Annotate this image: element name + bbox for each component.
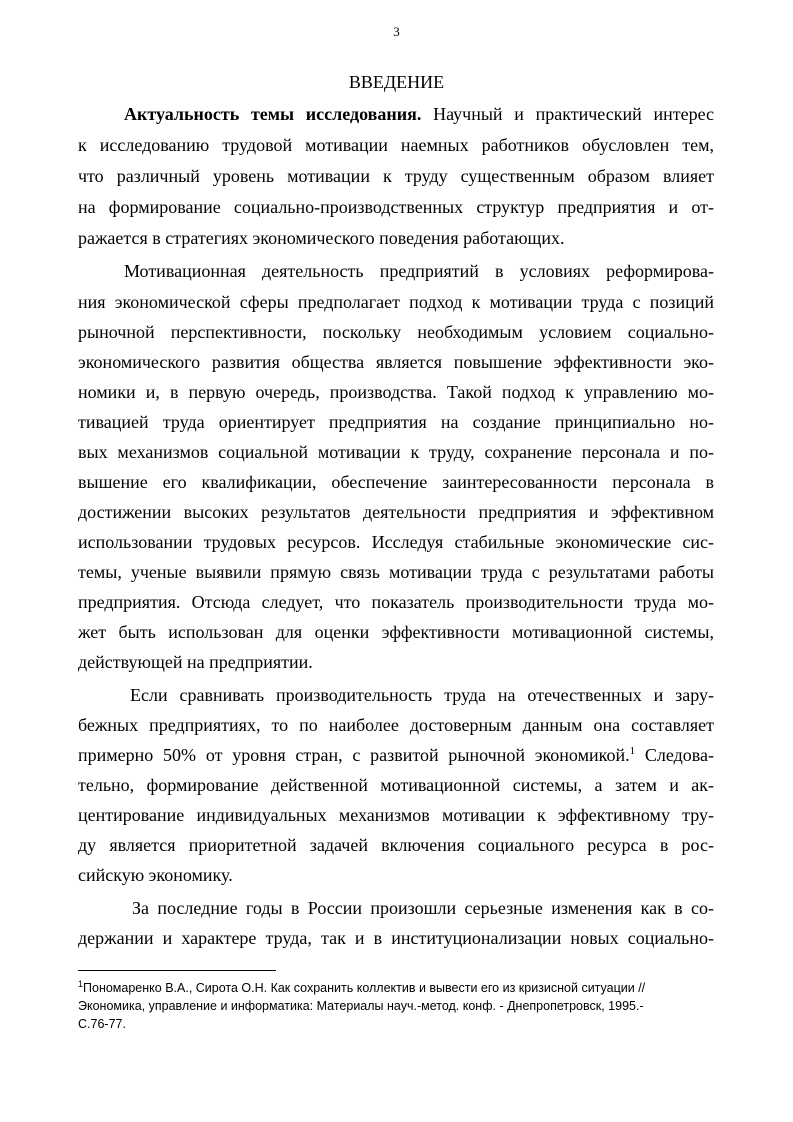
paragraph-2-line: использовании трудовых ресурсов. Исследуя стабильные экономические сис- xyxy=(78,532,714,552)
paragraph-3-line-2: бежных предприятиях, то по наиболее достоверным данным она составляет xyxy=(78,715,714,735)
footnote-line-1: $^1$Пономаренко В.А., Сирота О.Н. Как сохранить коллектив и вывести его из кризисной ситуации // xyxy=(78,979,646,995)
paragraph-2-line: достижении высоких результатов деятельности предприятия и эффективном xyxy=(78,502,714,522)
paragraph-2-line: экономического развития общества является повышение эффективности эко- xyxy=(78,352,714,372)
paragraph-3-line-6: ду является приоритетной задачей включения социального ресурса в рос- xyxy=(78,835,714,855)
paragraph-2-line: тивацией труда ориентирует предприятия на создание принципиально но- xyxy=(78,412,714,432)
paragraph-3-line-1: Если сравнивать производительность труда на отечественных и зару- xyxy=(130,685,714,705)
footnote-separator xyxy=(78,970,276,971)
paragraph-1-line-4: на формирование социально-производственных структур предприятия и от- xyxy=(78,197,714,217)
relevance-bold-lead: Актуальность темы исследования. xyxy=(124,104,422,124)
paragraph-1-line-5: ражается в стратегиях экономического поведения работающих. xyxy=(78,228,565,248)
paragraph-2-line: номики и, в первую очередь, производства. Такой подход к управлению мо- xyxy=(78,382,714,402)
paragraph-1-line-3: что различный уровень мотивации к труду существенным образом влияет xyxy=(78,166,714,186)
footnote-line-3: С.76-77. xyxy=(78,1017,126,1031)
paragraph-4-line: держании и характере труда, так и в институционализации новых социально- xyxy=(78,928,714,948)
paragraph-2-line: вых механизмов социальной мотивации к труду, сохранение персонала и по- xyxy=(78,442,714,462)
footnote-line-2: Экономика, управление и информатика: Материалы науч.-метод. конф. - Днепропетровск, 1995.- xyxy=(78,999,644,1013)
paragraph-3-line-3: примерно 50% от уровня стран, с развитой рыночной экономикой.$^1$ Следова- xyxy=(78,745,714,765)
paragraph-3-line-7: сийскую экономику. xyxy=(78,865,233,885)
paragraph-2-line: вышение его квалификации, обеспечение заинтересованности персонала в xyxy=(78,472,714,492)
footnote-reference[interactable]: 1 xyxy=(629,745,636,757)
paragraph-2-line: рыночной перспективности, поскольку необходимым условием социально- xyxy=(78,322,714,342)
paragraph-2-line: темы, ученые выявили прямую связь мотивации труда с результатами работы xyxy=(78,562,714,582)
paragraph-4-line: За последние годы в России произошли серьезные изменения как в со- xyxy=(132,898,714,918)
paragraph-2-line: Мотивационная деятельность предприятий в условиях реформирова- xyxy=(124,261,714,281)
paragraph-3-line-5: центирование индивидуальных механизмов мотивации к эффективному тру- xyxy=(78,805,714,825)
paragraph-2-line: жет быть использован для оценки эффективности мотивационной системы, xyxy=(78,622,714,642)
paragraph-1-line-2: к исследованию трудовой мотивации наемных работников обусловлен тем, xyxy=(78,135,714,155)
page-number: 3 xyxy=(393,24,400,39)
paragraph-2-line: предприятия. Отсюда следует, что показатель производительности труда мо- xyxy=(78,592,714,612)
paragraph-2-line: ния экономической сферы предполагает подход к мотивации труда с позиций xyxy=(78,292,714,312)
paragraph-2-line: действующей на предприятии. xyxy=(78,652,313,672)
section-heading: ВВЕДЕНИЕ xyxy=(348,72,445,92)
paragraph-1-line-1: Актуальность темы исследования. Научный и практический интерес xyxy=(124,104,714,124)
paragraph-3-line-4: тельно, формирование действенной мотивационной системы, а затем и ак- xyxy=(78,775,714,795)
